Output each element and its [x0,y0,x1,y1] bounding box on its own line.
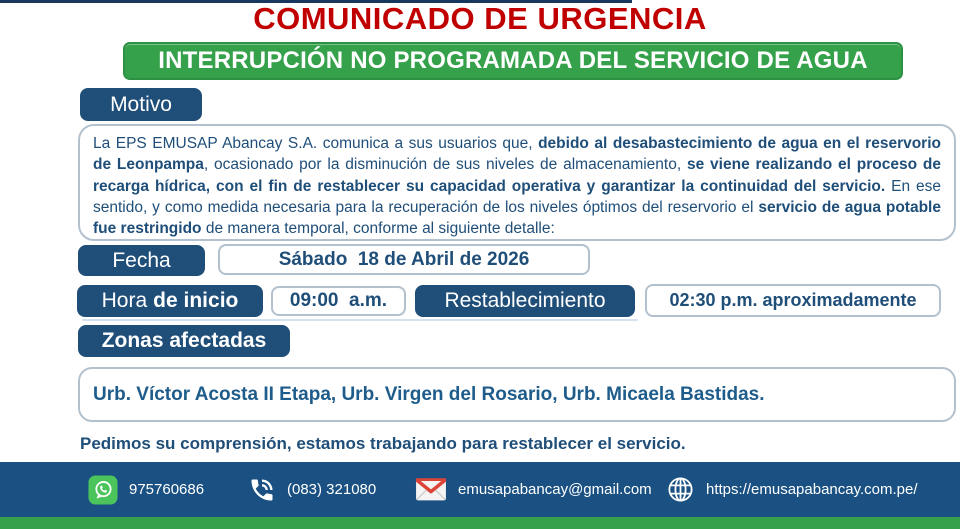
email-address: emusapabancay@gmail.com [458,481,652,498]
hora-inicio-value-box: 09:00 a.m. [271,286,406,316]
page-title: COMUNICADO DE URGENCIA [253,1,707,36]
website-contact [666,462,918,517]
whatsapp-number: 975760686 [129,481,205,498]
contact-footer [0,462,960,517]
motivo-badge: Motivo [80,88,202,121]
hora-inicio-badge [77,285,263,317]
fecha-value-box: Sábado 18 de Abril de 2026 [218,244,590,275]
hora-label-bold: de inicio [153,289,239,312]
whatsapp-contact [88,462,204,517]
restablecimiento-badge: Restablecimiento [415,285,635,317]
fecha-badge: Fecha [78,245,205,276]
interruption-banner: INTERRUPCIÓN NO PROGRAMADA DEL SERVICIO DE AGUA [123,42,903,80]
decorative-outline-line [82,319,638,321]
globe-icon [666,475,695,504]
hora-label-regular: Hora [101,289,148,312]
closing-message: Pedimos su comprensión, estamos trabajando para restablecer el servicio. [80,434,686,453]
zonas-afectadas-badge: Zonas afectadas [78,325,290,357]
phone-icon [248,476,276,504]
gmail-icon [415,477,447,502]
restablecimiento-value-box: 02:30 p.m. aproximadamente [645,284,941,317]
phone-contact [248,462,376,517]
bottom-green-bar [0,517,960,529]
phone-number: (083) 321080 [287,481,377,498]
motivo-paragraph: La EPS EMUSAP Abancay S.A. comunica a sus usuarios que, debido al desabastecimiento de agua en el reservorio de Leonpampa, ocasionado por la disminución de sus niveles de almacenamiento, se viene realizando el proceso de recarga hídrica, con el fin de restablecer su capacidad operativa y garantizar la continuidad del servicio. En ese sentido, y como medida necesaria para la recuperación de los niveles óptimos del reservorio el servicio de agua potable fue restringido de manera temporal, conforme al siguiente detalle: [78,124,956,241]
whatsapp-icon [88,475,118,505]
zonas-afectadas-box: Urb. Víctor Acosta II Etapa, Urb. Virgen del Rosario, Urb. Micaela Bastidas. [78,367,956,422]
email-contact [415,462,652,517]
website-url: https://emusapabancay.com.pe/ [706,481,918,498]
